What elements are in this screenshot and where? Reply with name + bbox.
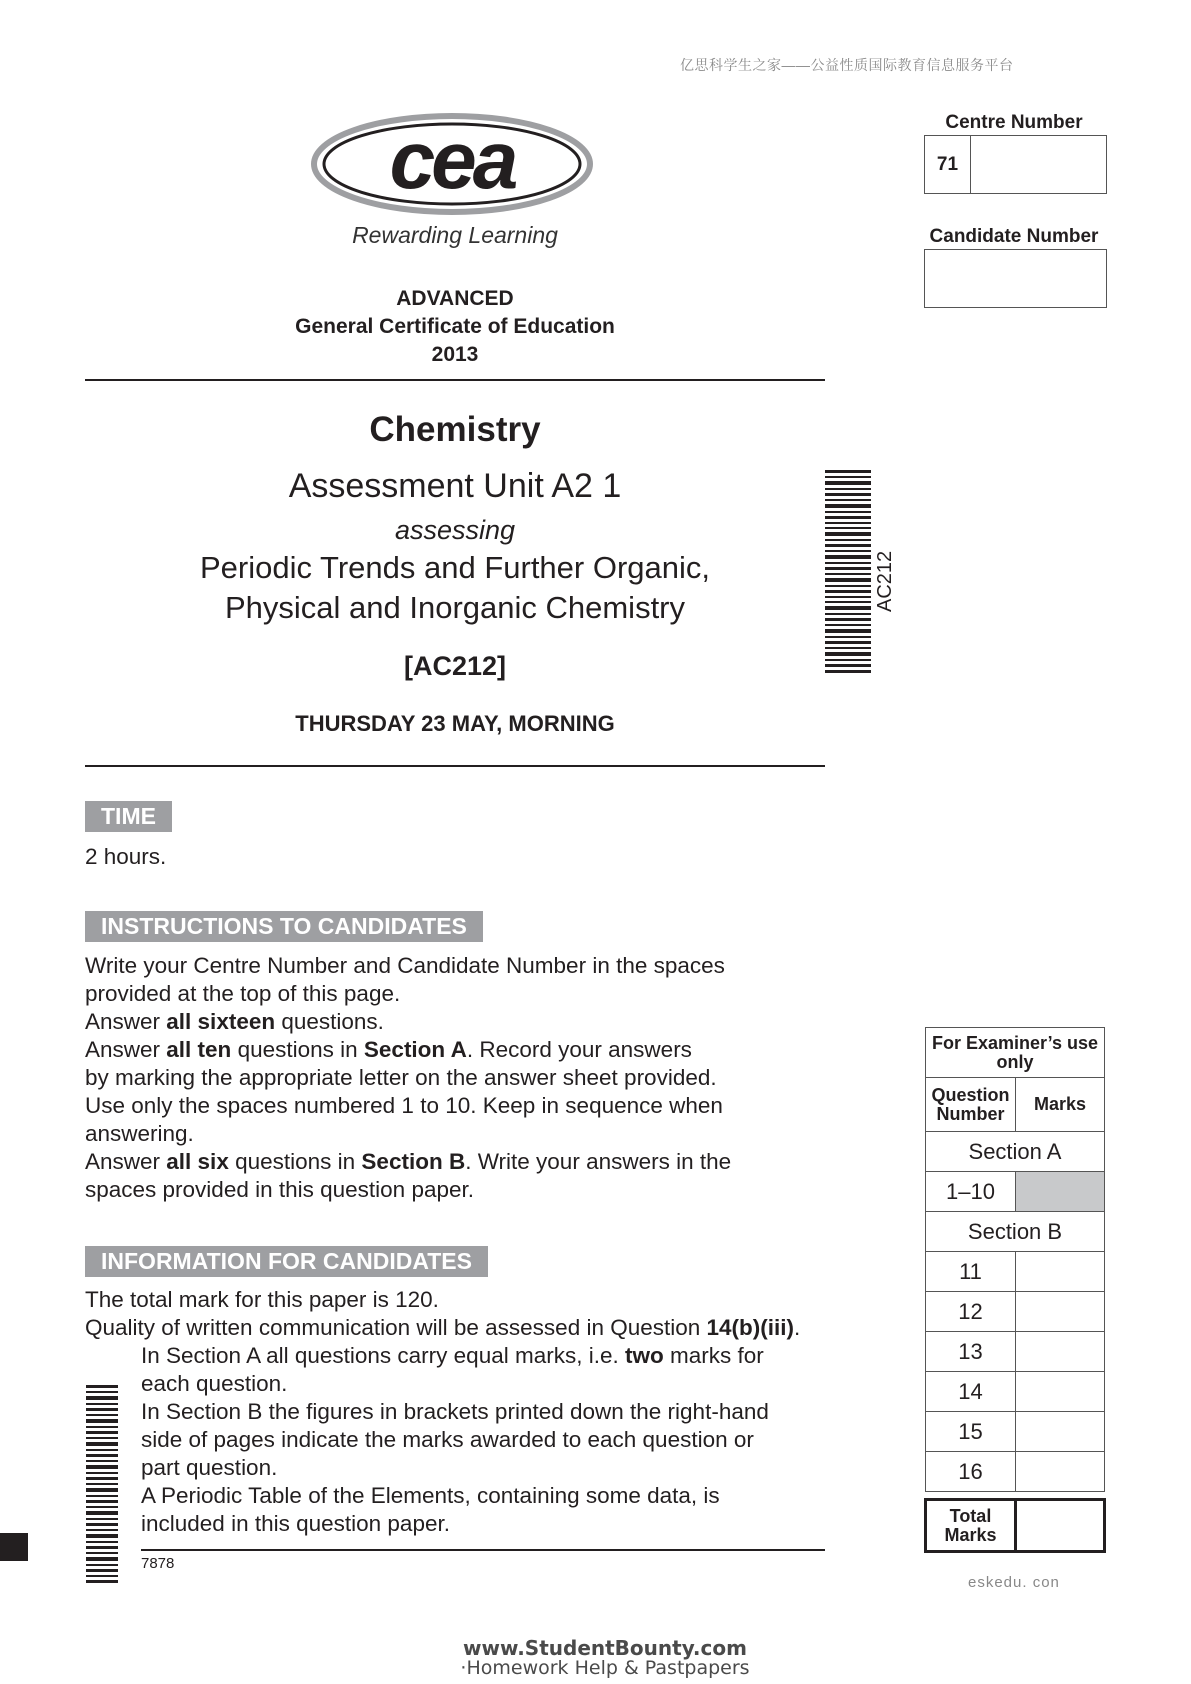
centre-number-value: 71 <box>925 136 971 193</box>
marks-header: Marks <box>1016 1078 1105 1132</box>
barcode-text: AC212 <box>874 550 896 612</box>
examiner-title: For Examiner’s use only <box>926 1028 1105 1078</box>
marks-cell[interactable] <box>1016 1252 1105 1292</box>
time-value: 2 hours. <box>85 844 167 869</box>
candidate-number-field[interactable] <box>924 249 1107 308</box>
topic-line-2: Physical and Inorganic Chemistry <box>224 590 686 625</box>
left-barcode-icon <box>86 1385 118 1585</box>
level: ADVANCED <box>396 287 514 310</box>
topic-line-1: Periodic Trends and Further Organic, <box>199 550 711 585</box>
centre-number-box[interactable] <box>924 135 1107 194</box>
assessment-unit: Assessment Unit A2 1 <box>288 467 622 505</box>
information-text <box>85 1286 885 1342</box>
question-cell: 12 <box>926 1292 1016 1332</box>
barcode-icon <box>825 470 871 675</box>
assessing-label: assessing <box>394 515 516 545</box>
divider-top <box>85 379 825 381</box>
info-line: included in this question paper. <box>141 1511 450 1536</box>
candidate-number-label: Candidate Number <box>929 226 1099 247</box>
info-line: each question. <box>141 1371 288 1396</box>
qualification: General Certificate of Education <box>295 315 615 338</box>
cea-logo <box>310 112 595 217</box>
subject-title: Chemistry <box>369 410 541 449</box>
studentbounty-footer[interactable] <box>445 1638 765 1678</box>
registration-mark <box>0 1533 28 1561</box>
section-b-row: Section B <box>926 1212 1105 1252</box>
divider-bottom <box>85 765 825 767</box>
footer-rule <box>141 1549 825 1551</box>
info-line: part question. <box>141 1455 278 1480</box>
marks-cell[interactable] <box>1016 1292 1105 1332</box>
instruction-line: provided at the top of this page. <box>85 981 401 1006</box>
logo-tagline: Rewarding Learning <box>352 222 558 248</box>
centre-number-label: Centre Number <box>945 112 1083 133</box>
logo-text: cea <box>389 115 515 206</box>
info-line: The total mark for this paper is 120. <box>85 1287 439 1312</box>
info-line: side of pages indicate the marks awarded to each question or <box>141 1427 754 1452</box>
info-line: In Section B the figures in brackets printed down the right-hand <box>141 1399 769 1424</box>
info-line: In Section A all questions carry equal marks, i.e. two marks for <box>141 1343 764 1368</box>
marks-cell[interactable] <box>1016 1412 1105 1452</box>
question-cell: 13 <box>926 1332 1016 1372</box>
marks-cell[interactable] <box>1016 1372 1105 1412</box>
instruction-line: by marking the appropriate letter on the answer sheet provided. <box>85 1065 717 1090</box>
info-line: Quality of written communication will be assessed in Question 14(b)(iii). <box>85 1315 801 1340</box>
eskedu-watermark: eskedu. con <box>968 1574 1060 1591</box>
instructions-text <box>85 952 825 1204</box>
exam-date: THURSDAY 23 MAY, MORNING <box>295 711 615 736</box>
studentbounty-url[interactable]: www.StudentBounty.com <box>463 1636 747 1660</box>
watermark-top: 亿思科学生之家——公益性质国际教育信息服务平台 <box>680 57 1014 73</box>
question-cell: 14 <box>926 1372 1016 1412</box>
paper-code: [AC212] <box>403 651 507 681</box>
instruction-line: Use only the spaces numbered 1 to 10. Keep in sequence when <box>85 1093 723 1118</box>
instruction-line: Write your Centre Number and Candidate Number in the spaces <box>85 953 725 978</box>
section-a-row: Section A <box>926 1132 1105 1172</box>
table-spacer <box>926 1492 1105 1500</box>
question-cell: 11 <box>926 1252 1016 1292</box>
footer-code: 7878 <box>141 1555 175 1572</box>
instruction-line: answering. <box>85 1121 194 1146</box>
question-cell: 15 <box>926 1412 1016 1452</box>
instructions-label: INSTRUCTIONS TO CANDIDATES <box>85 911 483 942</box>
time-label: TIME <box>85 801 172 832</box>
instruction-line: Answer all six questions in Section B. Write your answers in the <box>85 1149 732 1174</box>
range-a-marks <box>1016 1172 1105 1212</box>
question-number-header: Question Number <box>926 1078 1016 1132</box>
instruction-line: Answer all ten questions in Section A. Record your answers <box>85 1037 692 1062</box>
instruction-line: Answer all sixteen questions. <box>85 1009 384 1034</box>
marks-cell[interactable] <box>1016 1332 1105 1372</box>
studentbounty-tagline: ·Homework Help & Pastpapers <box>460 1657 750 1679</box>
question-cell: 16 <box>926 1452 1016 1492</box>
total-marks-label: Total Marks <box>926 1500 1016 1552</box>
info-line: A Periodic Table of the Elements, containing some data, is <box>141 1483 720 1508</box>
total-marks-cell[interactable] <box>1016 1500 1105 1552</box>
year: 2013 <box>431 343 479 366</box>
range-a-cell: 1–10 <box>926 1172 1016 1212</box>
examiner-table <box>924 1027 1106 1553</box>
information-label: INFORMATION FOR CANDIDATES <box>85 1246 488 1277</box>
marks-cell[interactable] <box>1016 1452 1105 1492</box>
information-indented-text <box>141 1342 831 1538</box>
instruction-line: spaces provided in this question paper. <box>85 1177 475 1202</box>
